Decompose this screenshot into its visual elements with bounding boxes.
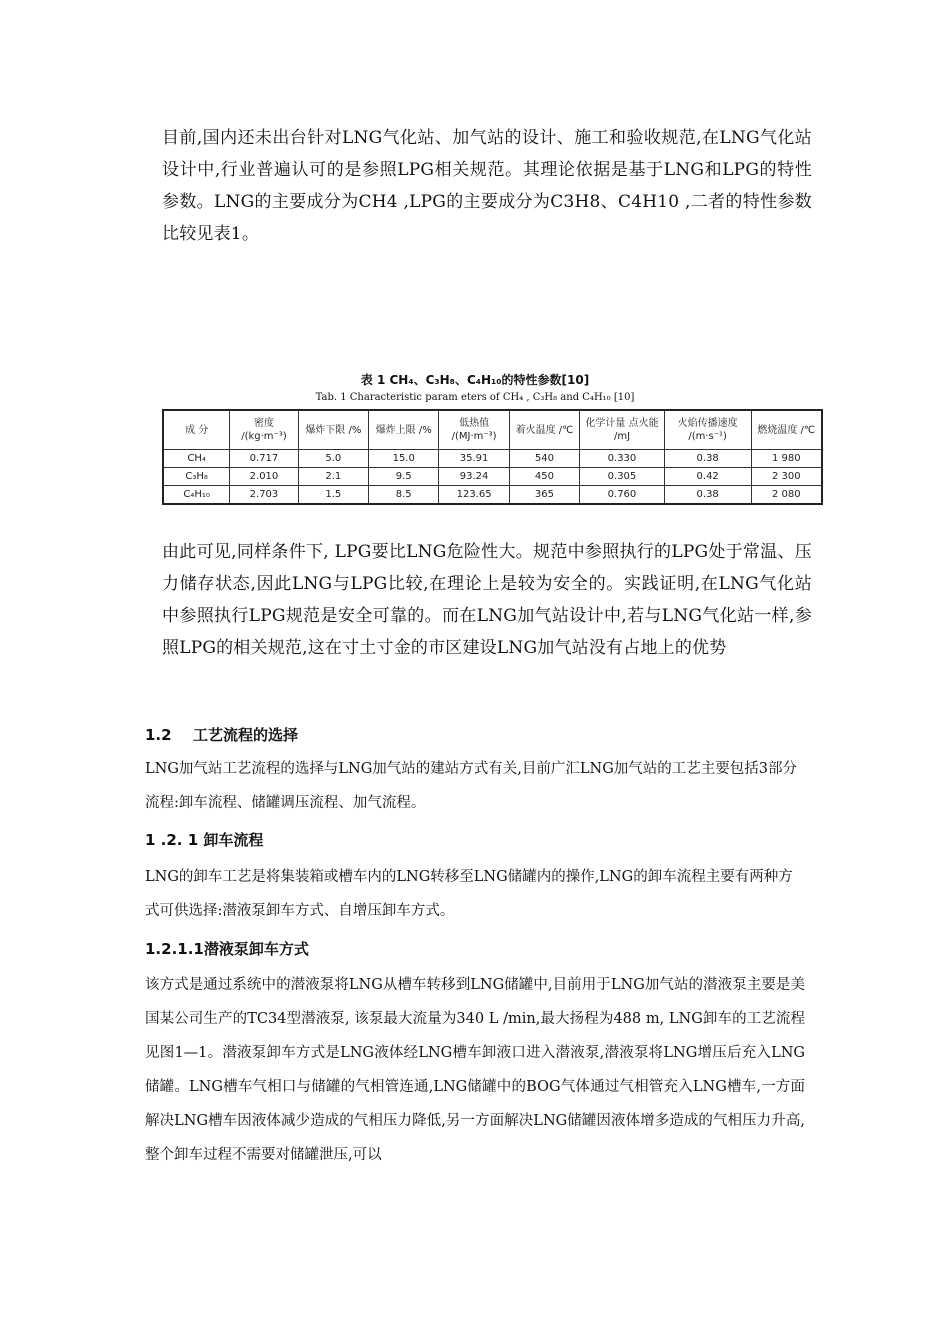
table-cell: 0.717 [230,450,298,468]
table-caption-cn: 表 1 CH₄、C₃H₈、C₄H₁₀的特性参数[10] [360,373,590,387]
process-intro-paragraph: LNG加气站工艺流程的选择与LNG加气站的建站方式有关,目前广汇LNG加气站的工艺主要包括3部分流程:卸车流程、储罐调压流程、加气流程。 [145,761,798,811]
table-row [163,486,822,505]
table-cell: 35.91 [439,450,509,468]
table-caption-en: Tab. 1 Characteristic param eters of CH₄ , C₃H₈ and C₄H₁₀ [10] [315,392,635,403]
table-cell: 123.65 [439,486,509,505]
table-cell: 365 [509,486,579,505]
conclusion-paragraph: 由此可见,同样条件下, LPG要比LNG危险性大。规范中参照执行的LPG处于常温、压力储存状态,因此LNG与LPG比较,在理论上是较为安全的。实践证明,在LNG气化站中参照执行LPG规范是安全可靠的。而在LNG加气站设计中,若与LNG气化站一样,参照LPG的相关规范,这在寸土寸金的市区建设LNG加气站没有占地上的优势 [162,542,812,658]
pump-method-paragraph: 该方式是通过系统中的潜液泵将LNG从槽车转移到LNG储罐中,目前用于LNG加气站的潜液泵主要是美国某公司生产的TC34型潜液泵, 该泵最大流量为340 L /min,最大扬程为488 m, LNG卸车的工艺流程见图1—1。潜液泵卸车方式是LNG液体经LNG槽车卸液口进入潜液泵,潜液泵将LNG增压后充入LNG储罐。LNG槽车气相口与储罐的气相管连通,LNG储罐中的BOG气体通过气相管充入LNG槽车,一方面解决LNG槽车因液体减少造成的气相压力降低,另一方面解决LNG储罐因液体增多造成的气相压力升高,整个卸车过程不需要对储罐泄压,可以 [145,977,805,1163]
section-number: 1.2 [145,726,172,744]
table-cell: C₃H₈ [163,468,230,486]
table-cell: 9.5 [369,468,439,486]
header-lower-limit: 爆炸下限 /% [298,410,368,450]
table-cell: 1.5 [298,486,368,505]
table-cell: 2 080 [751,486,822,505]
header-heating-value: 低热值 /(MJ·m⁻³) [439,410,509,450]
table-row [163,468,822,486]
table-cell: 0.760 [580,486,665,505]
header-ignition-energy: 化学计量 点火能 /mJ [580,410,665,450]
header-combustion-temp: 燃烧温度 /℃ [751,410,822,450]
table-cell: 93.24 [439,468,509,486]
table-cell: 8.5 [369,486,439,505]
header-density: 密度 /(kg·m⁻³) [230,410,298,450]
header-ignition-temp: 着火温度 /℃ [509,410,579,450]
table-cell: 5.0 [298,450,368,468]
table-cell: 2.1 [298,468,368,486]
table-cell: 1 980 [751,450,822,468]
header-flame-speed: 火焰传播速度 /(m·s⁻¹) [664,410,751,450]
characteristics-table [162,409,823,505]
table-cell: 0.42 [664,468,751,486]
header-upper-limit: 爆炸上限 /% [369,410,439,450]
table-row [163,450,822,468]
header-component: 成 分 [163,410,230,450]
table-header-row [163,410,822,450]
table-cell: 0.330 [580,450,665,468]
table-cell: 540 [509,450,579,468]
section-heading-1-2 [145,724,298,745]
table-cell: CH₄ [163,450,230,468]
section-title: 工艺流程的选择 [193,726,299,744]
section-heading-1-2-1: 1 .2. 1 卸车流程 [145,831,264,849]
table-cell: 15.0 [369,450,439,468]
unloading-intro-paragraph: LNG的卸车工艺是将集装箱或槽车内的LNG转移至LNG储罐内的操作,LNG的卸车流程主要有两种方式可供选择:潜液泵卸车方式、自增压卸车方式。 [145,869,793,919]
table-cell: 0.305 [580,468,665,486]
table-cell: 0.38 [664,450,751,468]
table-cell: C₄H₁₀ [163,486,230,505]
table-cell: 0.38 [664,486,751,505]
table-cell: 2 300 [751,468,822,486]
table-cell: 450 [509,468,579,486]
table-cell: 2.010 [230,468,298,486]
section-heading-1-2-1-1: 1.2.1.1潜液泵卸车方式 [145,940,309,958]
intro-paragraph: 目前,国内还未出台针对LNG气化站、加气站的设计、施工和验收规范,在LNG气化站设计中,行业普遍认可的是参照LPG相关规范。其理论依据是基于LNG和LPG的特性参数。LNG的主要成分为CH4 ,LPG的主要成分为C3H8、C4H10 ,二者的特性参数比较见表1。 [162,128,812,244]
table-cell: 2.703 [230,486,298,505]
